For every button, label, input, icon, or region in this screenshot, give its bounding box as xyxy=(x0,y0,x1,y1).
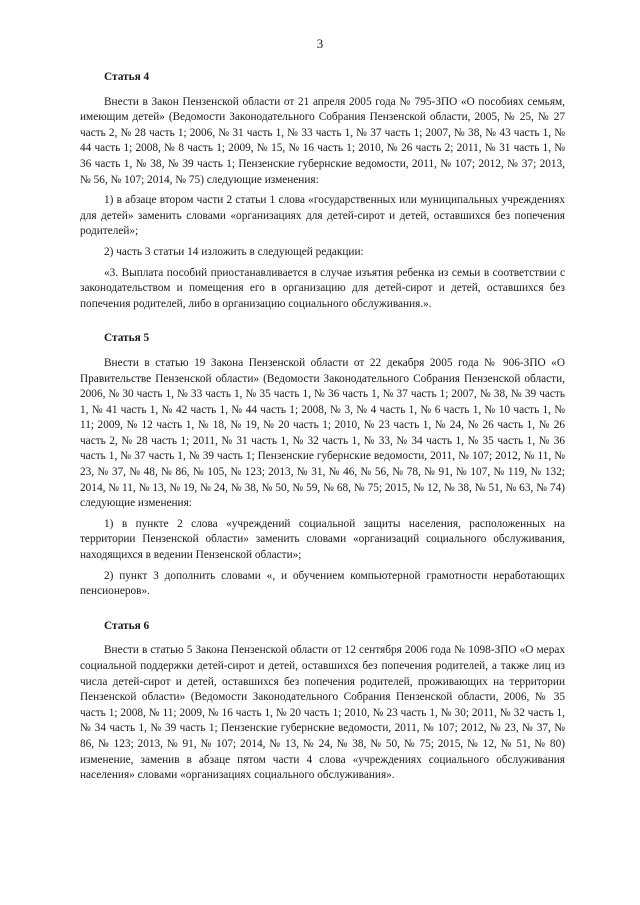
article-title: Статья 6 xyxy=(104,619,150,632)
document-body xyxy=(80,70,565,784)
article-paragraph: Внести в статью 19 Закона Пензенской области от 22 декабря 2005 года № 906-ЗПО «О Правительстве Пензенской области» (Ведомости Законодательного Собрания Пензенской области, 2006, № 30 часть 1, № 33 часть 1, № 35 часть 1, № 36 часть 1, № 37 часть 1; 2007, № 38, № 39 часть 1, № 41 часть 1, № 42 часть 1, № 44 часть 1; 2008, № 3, № 4 часть 1, № 6 часть 1, № 10 часть 1, № 11; 2009, № 12 часть 1, № 18, № 19, № 20 часть 1; 2010, № 23 часть 1, № 24, № 26 часть 1, № 26 часть 2, № 28 часть 1; 2011, № 31 часть 1, № 32 часть 1, № 33, № 34 часть 1, № 35 часть 1, № 36 часть 1, № 37 часть 1, № 39 часть 1; Пензенские губернские ведомости, 2011, № 107; 2012, № 11, № 23, № 37, № 48, № 86, № 105, № 123; 2013, № 31, № 46, № 56, № 78, № 91, № 107, № 119, № 132; 2014, № 11, № 13, № 19, № 24, № 38, № 50, № 59, № 68, № 75; 2015, № 12, № 38, № 51, № 63, № 74) следующие изменения: xyxy=(80,356,565,510)
article-paragraph: 2) часть 3 статьи 14 изложить в следующей редакции: xyxy=(104,245,364,258)
article-4 xyxy=(80,70,565,312)
page-number: 3 xyxy=(316,36,324,51)
article-5 xyxy=(80,331,565,600)
article-spacer xyxy=(80,600,565,619)
article-paragraph: 2) пункт 3 дополнить словами «, и обучением компьютерной грамотности неработающих пенсионеров». xyxy=(80,569,565,598)
article-title: Статья 4 xyxy=(104,71,150,83)
article-title: Статья 5 xyxy=(104,332,150,345)
article-spacer xyxy=(80,312,565,331)
article-paragraph: Внести в Закон Пензенской области от 21 апреля 2005 года № 795-ЗПО «О пособиях семьям, имеющим детей» (Ведомости Законодательного Собрания Пензенской области, 2005, № 25, № 27 часть 2, № 28 часть 1; 2006, № 31 часть 1, № 33 часть 1, № 37 часть 1; 2007, № 38, № 43 часть 1, № 44 часть 1; 2008, № 8 часть 1; 2009, № 15, № 16 часть 1; 2010, № 26 часть 2; 2011, № 31 часть 1, № 36 часть 1, № 38, № 39 часть 1; Пензенские губернские ведомости, 2011, № 107; 2012, № 37; 2013, № 56, № 107; 2014, № 75) следующие изменения: xyxy=(80,95,565,186)
article-6 xyxy=(80,619,565,784)
article-paragraph: Внести в статью 5 Закона Пензенской области от 12 сентября 2006 года № 1098-ЗПО «О мерах социальной поддержки детей-сирот и детей, оставшихся без попечения родителей, а также лиц из числа детей-сирот и детей, оставшихся без попечения родителей, проживающих на территории Пензенской области» (Ведомости Законодательного Собрания Пензенской области, 2006, № 35 часть 1; 2008, № 11; 2009, № 16 часть 1, № 20 часть 1; 2010, № 23 часть 1, № 30; 2011, № 32 часть 1, № 34 часть 1, № 39 часть 1; Пензенские губернские ведомости, 2011, № 107; 2012, № 23, № 37, № 86, № 123; 2013, № 91, № 107; 2014, № 13, № 24, № 38, № 50, № 75; 2015, № 12, № 51, № 80) изменение, заменив в абзаце пятом части 4 слова «учреждениях социального обслуживания населения» словами «организациях социального обслуживания». xyxy=(80,644,565,782)
article-paragraph: «3. Выплата пособий приостанавливается в случае изъятия ребенка из семьи в соответствии с законодательством и помещения его в организацию для детей-сирот и детей, оставшихся без попечения родителей, либо в организацию социального обслуживания.». xyxy=(80,266,565,310)
article-paragraph: 1) в пункте 2 слова «учреждений социальной защиты населения, расположенных на территории Пензенской области» заменить словами «организаций социального обслуживания, находящихся в ведении Пензенской области»; xyxy=(80,517,565,562)
article-paragraph: 1) в абзаце втором части 2 статьи 1 слова «государственных или муниципальных учреждениях для детей» заменить словами «организациях для детей-сирот и детей, оставшихся без попечения родителей»; xyxy=(80,194,565,238)
